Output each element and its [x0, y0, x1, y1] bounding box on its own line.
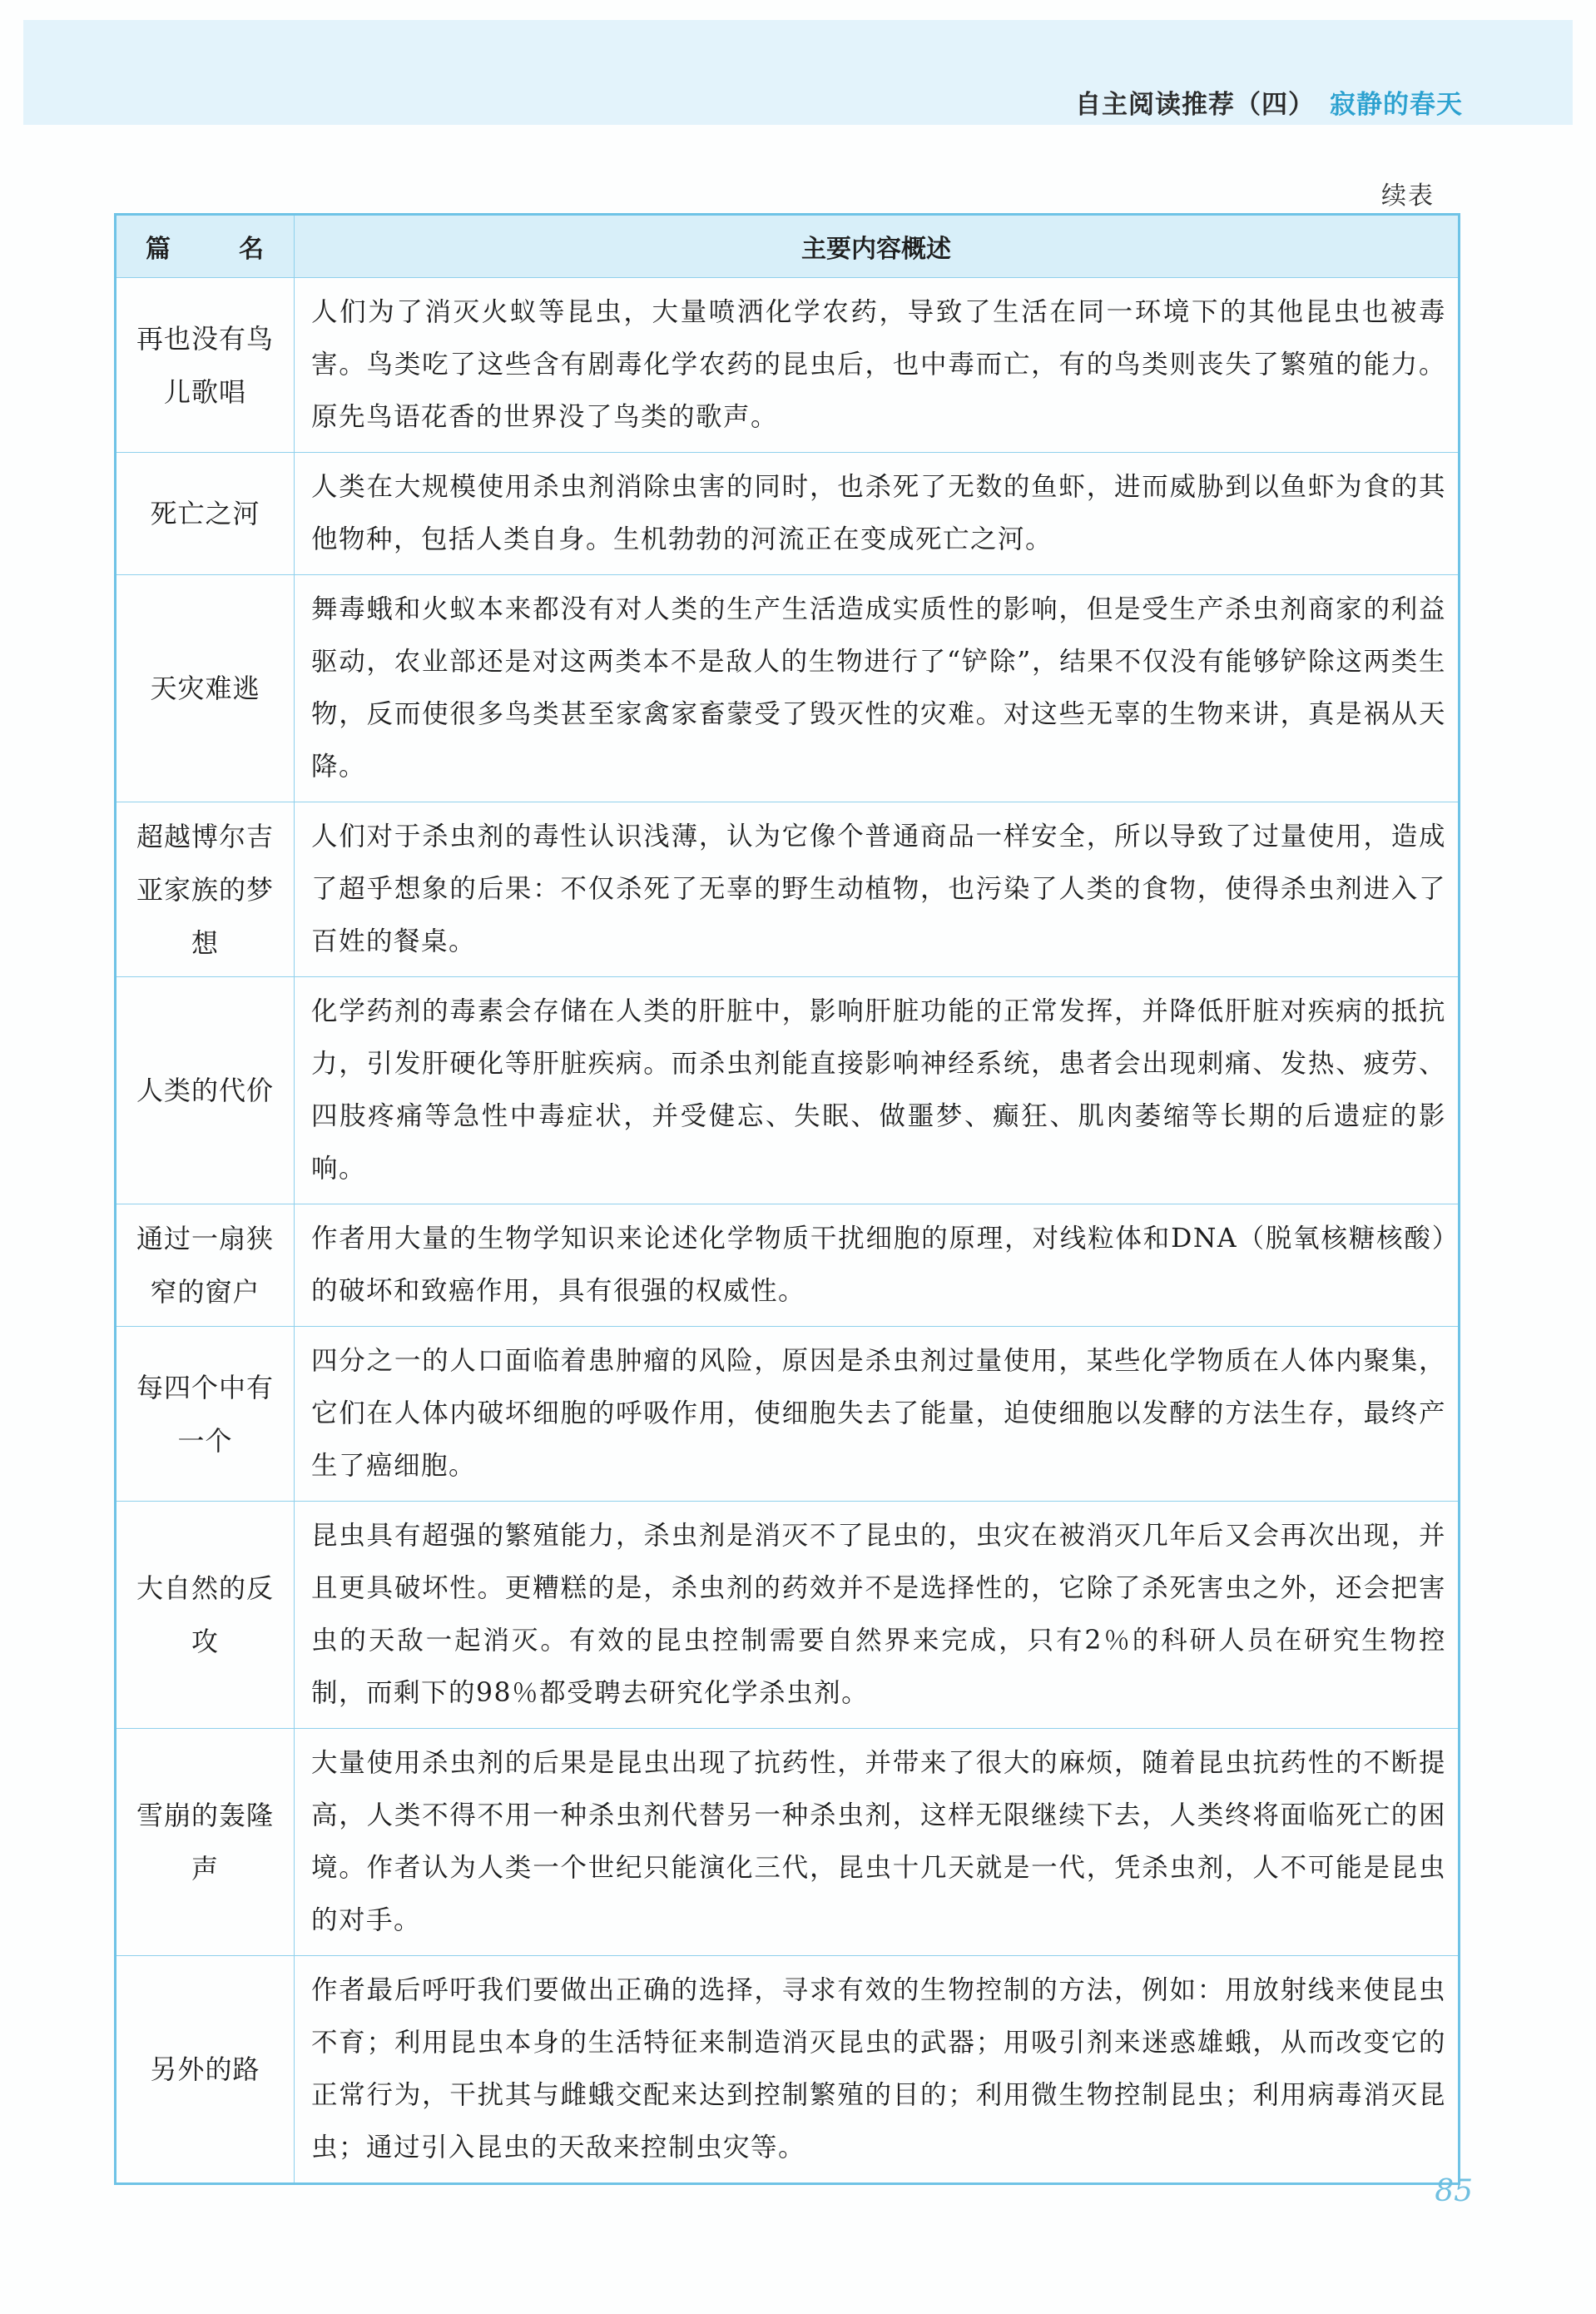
chapter-name: 人类的代价 [116, 977, 295, 1204]
table-header-row [116, 215, 1460, 278]
table-row [116, 278, 1460, 453]
chapter-name: 通过一扇狭窄的窗户 [116, 1204, 295, 1327]
page-number: 85 [1435, 2174, 1473, 2208]
chapter-summary: 舞毒蛾和火蚁本来都没有对人类的生产生活造成实质性的影响，但是受生产杀虫剂商家的利益驱动，农业部还是对这两类本不是敌人的生物进行了“铲除”，结果不仅没有能够铲除这两类生物，反而使很多鸟类甚至家禽家畜蒙受了毁灭性的灾难。对这些无辜的生物来讲，真是祸从天降。 [295, 575, 1460, 802]
chapter-summary: 人们对于杀虫剂的毒性认识浅薄，认为它像个普通商品一样安全，所以导致了过量使用，造成了超乎想象的后果：不仅杀死了无辜的野生动植物，也污染了人类的食物，使得杀虫剂进入了百姓的餐桌。 [295, 802, 1460, 977]
table-row [116, 1956, 1460, 2184]
chapter-name: 天灾难逃 [116, 575, 295, 802]
chapter-name: 超越博尔吉亚家族的梦想 [116, 802, 295, 977]
table-row [116, 453, 1460, 575]
chapter-summary: 昆虫具有超强的繁殖能力，杀虫剂是消灭不了昆虫的，虫灾在被消灭几年后又会再次出现，并且更具破坏性。更糟糕的是，杀虫剂的药效并不是选择性的，它除了杀死害虫之外，还会把害虫的天敌一起消灭。有效的昆虫控制需要自然界来完成，只有2％的科研人员在研究生物控制，而剩下的98％都受聘去研究化学杀虫剂。 [295, 1502, 1460, 1729]
chapter-name: 雪崩的轰隆声 [116, 1729, 295, 1956]
table-row [116, 1502, 1460, 1729]
chapter-summary-table [114, 213, 1460, 2185]
table-row [116, 1729, 1460, 1956]
header-section-title: 自主阅读推荐（四） [1075, 90, 1315, 120]
chapter-summary: 作者用大量的生物学知识来论述化学物质干扰细胞的原理，对线粒体和DNA（脱氧核糖核酸）的破坏和致癌作用，具有很强的权威性。 [295, 1204, 1460, 1327]
table-row [116, 575, 1460, 802]
column-header-chapter: 篇 名 [116, 215, 295, 278]
running-header [1075, 83, 1463, 121]
chapter-name: 死亡之河 [116, 453, 295, 575]
chapter-summary: 作者最后呼吁我们要做出正确的选择，寻求有效的生物控制的方法，例如：用放射线来使昆虫不育；利用昆虫本身的生活特征来制造消灭昆虫的武器；用吸引剂来迷惑雄蛾，从而改变它的正常行为，干扰其与雌蛾交配来达到控制繁殖的目的；利用微生物控制昆虫；利用病毒消灭昆虫；通过引入昆虫的天敌来控制虫灾等。 [295, 1956, 1460, 2184]
table-row [116, 802, 1460, 977]
header-book-title: 寂静的春天 [1330, 90, 1463, 120]
chapter-summary: 大量使用杀虫剂的后果是昆虫出现了抗药性，并带来了很大的麻烦，随着昆虫抗药性的不断提高，人类不得不用一种杀虫剂代替另一种杀虫剂，这样无限继续下去，人类终将面临死亡的困境。作者认为人类一个世纪只能演化三代，昆虫十几天就是一代，凭杀虫剂，人不可能是昆虫的对手。 [295, 1729, 1460, 1956]
column-header-summary: 主要内容概述 [295, 215, 1460, 278]
chapter-summary: 四分之一的人口面临着患肿瘤的风险，原因是杀虫剂过量使用，某些化学物质在人体内聚集，它们在人体内破坏细胞的呼吸作用，使细胞失去了能量，迫使细胞以发酵的方法生存，最终产生了癌细胞。 [295, 1327, 1460, 1502]
chapter-name: 再也没有鸟儿歌唱 [116, 278, 295, 453]
chapter-name: 另外的路 [116, 1956, 295, 2184]
chapter-name: 大自然的反攻 [116, 1502, 295, 1729]
chapter-summary: 化学药剂的毒素会存储在人类的肝脏中，影响肝脏功能的正常发挥，并降低肝脏对疾病的抵抗力，引发肝硬化等肝脏疾病。而杀虫剂能直接影响神经系统，患者会出现刺痛、发热、疲劳、四肢疼痛等急性中毒症状，并受健忘、失眠、做噩梦、癫狂、肌肉萎缩等长期的后遗症的影响。 [295, 977, 1460, 1204]
table-row [116, 977, 1460, 1204]
chapter-name: 每四个中有一个 [116, 1327, 295, 1502]
table-row [116, 1204, 1460, 1327]
chapter-summary: 人类在大规模使用杀虫剂消除虫害的同时，也杀死了无数的鱼虾，进而威胁到以鱼虾为食的其他物种，包括人类自身。生机勃勃的河流正在变成死亡之河。 [295, 453, 1460, 575]
continued-label: 续表 [1381, 181, 1435, 211]
table-row [116, 1327, 1460, 1502]
chapter-summary: 人们为了消灭火蚁等昆虫，大量喷洒化学农药，导致了生活在同一环境下的其他昆虫也被毒害。鸟类吃了这些含有剧毒化学农药的昆虫后，也中毒而亡，有的鸟类则丧失了繁殖的能力。原先鸟语花香的世界没了鸟类的歌声。 [295, 278, 1460, 453]
